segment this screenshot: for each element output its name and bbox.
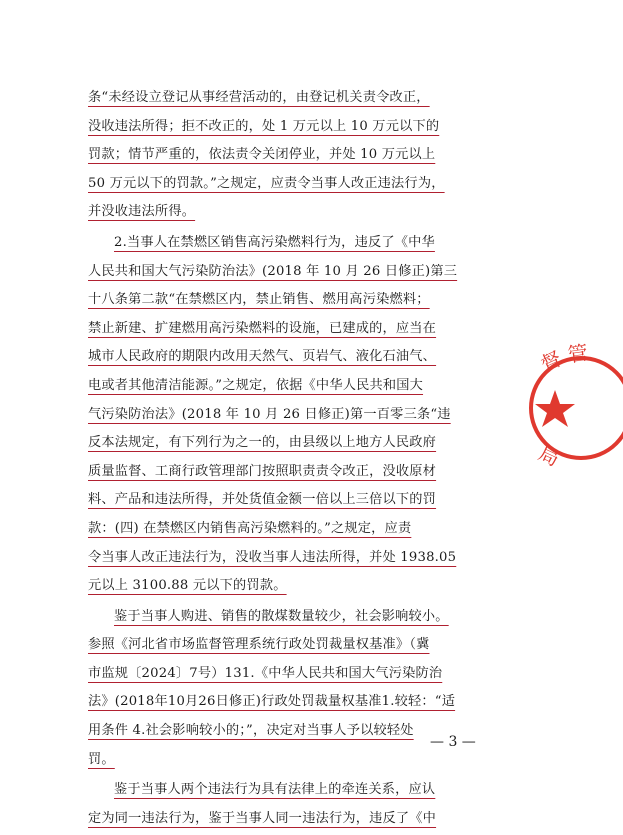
text-line: 参照《河北省市场监督管理系统行政处罚裁量权基准》（冀: [88, 637, 430, 653]
text-line: 反本法规定，有下列行为之一的，由县级以上地方人民政府: [88, 435, 437, 451]
document-body: [88, 84, 480, 835]
paragraph-p2-pollution-fuel: [88, 229, 480, 601]
text-line: 条“未经设立登记从事经营活动的，由登记机关责令改正，: [88, 90, 430, 105]
text-line: 气污染防治法》(2018 年 10 月 26 日修正)第一百零三条“违: [88, 406, 451, 422]
text-line: 法》(2018年10月26日修正)行政处罚裁量权基准1.较轻：“适: [88, 694, 456, 710]
seal-char-top-left: 督: [536, 346, 566, 377]
seal-char-top-right: 管: [566, 340, 590, 367]
text-line: 鉴于当事人两个违法行为具有法律上的牵连关系，应认: [114, 782, 436, 798]
text-line: 质量监督、工商行政管理部门按照职责责令改正，没收原材: [88, 463, 437, 479]
text-line: 市监规〔2024〕7号）131.《中华人民共和国大气污染防治: [88, 665, 443, 681]
text-line: 定为同一违法行为，鉴于当事人同一违法行为，违反了《中: [88, 810, 437, 826]
text-line: 用条件 4.社会影响较小的；”，决定对当事人予以较轻处: [88, 723, 414, 739]
text-line: 款：(四) 在禁燃区内销售高污染燃料的。”之规定，应责: [88, 520, 412, 536]
paragraph-p4-joinder: [88, 776, 480, 833]
paragraph-p3-discretion: [88, 603, 480, 775]
text-line: 料、产品和违法所得，并处货值金额一倍以上三倍以下的罚: [88, 492, 437, 508]
text-line: 并没收违法所得。: [88, 204, 196, 220]
text-line: 没收违法所得；拒不改正的，处 1 万元以上 10 万元以下的: [88, 118, 440, 134]
text-line: 50 万元以下的罚款。”之规定，应责令当事人改正违法行为，: [88, 175, 445, 191]
text-line: 令当事人改正违法行为，没收当事人违法所得，并处 1938.05: [88, 549, 457, 565]
text-line: 十八条第二款“在禁燃区内，禁止销售、燃用高污染燃料；: [88, 292, 430, 308]
page-number: — 3 —: [430, 734, 476, 750]
paragraph-p1-continuation: [88, 84, 480, 227]
text-line: 城市人民政府的期限内改用天然气、页岩气、液化石油气、: [88, 349, 437, 365]
text-line: 禁止新建、扩建燃用高污染燃料的设施，已建成的，应当在: [88, 320, 437, 336]
text-line: 罚款；情节严重的，依法责令关闭停业，并处 10 万元以上: [88, 147, 436, 163]
text-line: 元以上 3100.88 元以下的罚款。: [88, 578, 287, 594]
text-line: 电或者其他清洁能源。”之规定，依据《中华人民共和国大: [88, 377, 424, 393]
seal-char-bottom: 局: [534, 440, 564, 471]
text-line: 罚。: [88, 751, 115, 767]
text-line: 人民共和国大气污染防治法》(2018 年 10 月 26 日修正)第三: [88, 263, 458, 279]
official-seal: [523, 340, 623, 471]
text-line: 鉴于当事人购进、销售的散煤数量较少，社会影响较小。: [114, 608, 449, 624]
seal-star: [535, 390, 575, 427]
text-line: 2.当事人在禁燃区销售高污染燃料行为，违反了《中华: [114, 234, 435, 250]
